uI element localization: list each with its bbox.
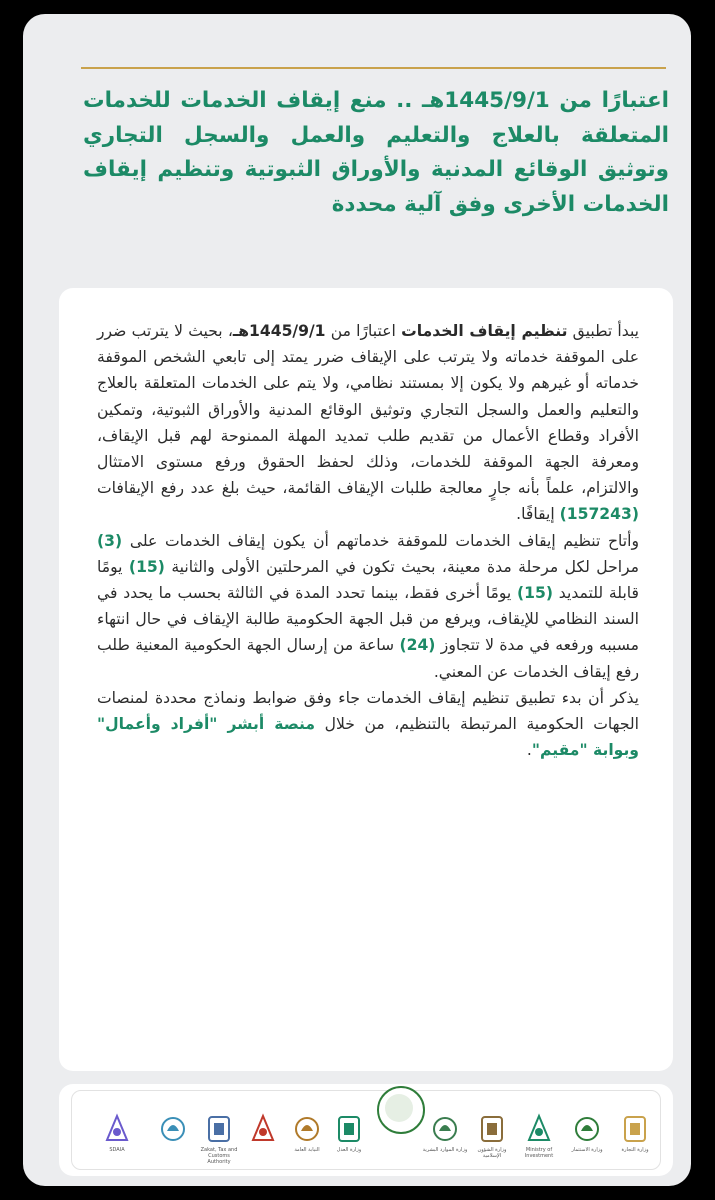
public-prosecution-logo <box>292 1113 322 1153</box>
sdaia-logo-mark <box>102 1113 132 1145</box>
ministry-of-hr-logo-mark <box>430 1113 460 1145</box>
zatca-logo-mark <box>204 1113 234 1145</box>
gosi-logo-mark <box>158 1113 188 1145</box>
article-body <box>97 318 639 763</box>
article-body-card <box>59 288 673 1071</box>
ministry-of-commerce-logo <box>620 1113 650 1153</box>
sdaia-logo <box>102 1113 132 1153</box>
zatca-logo <box>200 1113 238 1165</box>
logo-strip-frame <box>71 1090 661 1170</box>
logo-caption: وزارة العدل <box>336 1147 362 1153</box>
ministry-of-hr-logo <box>422 1113 468 1153</box>
national-housing-logo-mark <box>524 1113 554 1145</box>
logo-caption: Ministry of Investment <box>524 1147 554 1159</box>
red-crescent-logo-mark <box>248 1113 278 1145</box>
news-card <box>23 14 691 1186</box>
gold-divider <box>81 67 666 69</box>
national-housing-logo <box>524 1113 554 1159</box>
logo-caption: وزارة الموارد البشرية <box>422 1147 468 1153</box>
red-crescent-logo <box>248 1113 278 1145</box>
logo-caption: Zakat, Tax and Customs Authority <box>200 1147 238 1165</box>
ministry-of-investment-logo <box>571 1113 603 1153</box>
ministry-of-commerce-logo-mark <box>620 1113 650 1145</box>
paragraph-2: وأتاح تنظيم إيقاف الخدمات للموقفة خدماتهم أن يكون إيقاف الخدمات على (3) مراحل لكل مرحلة مدة معينة، بحيث تكون في المرحلتين الأولى والثانية (15) يومًا قابلة للتمديد (15) يومًا أخرى فقط، بينما تحدد المدة في الثالثة بحسب ما يحدد في السند النظامي للإيقاف، ويرفع من قبل الجهة الحكومية طالبة الإيقاف في حال انتهاء مسببه ورفعه في مدة لا تتجاوز (24) ساعة من إرسال الجهة الحكومية المعنية طلب رفع إيقاف الخدمات عن المعني. <box>97 531 640 681</box>
agency-logo-strip <box>59 1084 673 1176</box>
logo-caption: وزارة الشؤون الإسلامية <box>477 1147 507 1159</box>
logo-caption: النيابة العامة <box>294 1147 320 1153</box>
public-prosecution-logo-mark <box>292 1113 322 1145</box>
logo-caption: وزارة الاستثمار <box>571 1147 603 1153</box>
ministry-of-islamic-affairs-logo-mark <box>477 1113 507 1145</box>
gosi-logo <box>158 1113 188 1145</box>
headline: اعتبارًا من 1445/9/1هـ .. منع إيقاف الخدمات للخدمات المتعلقة بالعلاج والتعليم والعمل والسجل التجاري وتوثيق الوقائع المدنية والأوراق الثبوتية وتنظيم إيقاف الخدمات الأخرى وفق آلية محددة <box>83 88 669 217</box>
logo-caption: SDAIA <box>109 1147 125 1153</box>
paragraph-3: يذكر أن بدء تطبيق تنظيم إيقاف الخدمات جاء وفق ضوابط ونماذج محددة لمنصات الجهات الحكومية المرتبطة بالتنظيم، من خلال منصة أبشر "أفراد وأعمال" وبوابة "مقيم". <box>97 688 640 760</box>
ministry-of-islamic-affairs-logo <box>477 1113 507 1159</box>
ministry-of-investment-logo-mark <box>572 1113 602 1145</box>
paragraph-1: يبدأ تطبيق تنظيم إيقاف الخدمات اعتبارًا من 1445/9/1هـ، بحيث لا يترتب ضرر على الموقفة خدماته ولا يترتب على الإيقاف ضرر يمتد إلى تابعي الشخص الموقفة خدماته أو غيرهم ولا يكون إلا بمستند نظامي، ولا يتم على الخدمات المتعلقة بالعلاج والتعليم والعمل والسجل التجاري وتوثيق الوقائع المدنية والأوراق الثبوتية، وتمكين الأفراد وقطاع الأعمال من تقديم طلب تمديد المهلة الممنوحة لهم قبل الإيقاف، ومعرفة الجهة الموقفة للخدمات، وذلك لحفظ الحقوق ورفع مستوى الامتثال والالتزام، علماً بأنه جارٍ معالجة طلبات الإيقاف القائمة، حيث بلغ عدد رفع الإيقافات (157243) إيقافًا. <box>97 322 639 524</box>
ministry-of-justice-logo <box>334 1113 364 1153</box>
moi-emblem <box>377 1086 425 1134</box>
logo-caption: وزارة التجارة <box>621 1147 649 1153</box>
ministry-of-justice-logo-mark <box>334 1113 364 1145</box>
